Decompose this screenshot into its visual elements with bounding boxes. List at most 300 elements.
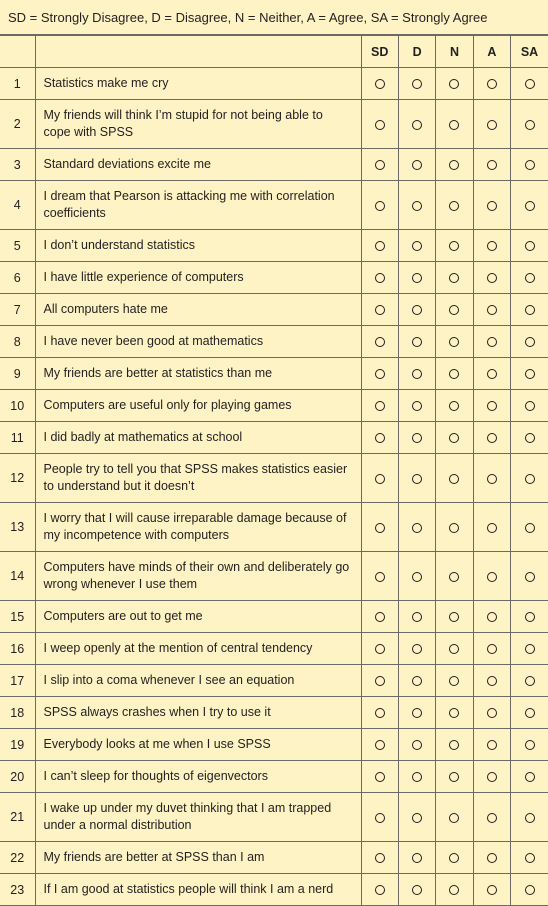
question-row bbox=[0, 633, 548, 665]
option-cell-sd[interactable] bbox=[361, 793, 398, 842]
radio-n[interactable] bbox=[449, 201, 459, 211]
option-cell-a[interactable] bbox=[473, 874, 510, 906]
option-cell-sd[interactable] bbox=[361, 842, 398, 874]
option-cell-sa[interactable] bbox=[511, 358, 548, 390]
radio-n[interactable] bbox=[449, 523, 459, 533]
radio-n[interactable] bbox=[449, 120, 459, 130]
radio-a[interactable] bbox=[487, 853, 497, 863]
radio-d[interactable] bbox=[412, 201, 422, 211]
option-cell-a[interactable] bbox=[473, 633, 510, 665]
option-cell-sa[interactable] bbox=[511, 552, 548, 601]
radio-sa[interactable] bbox=[525, 853, 535, 863]
option-cell-n[interactable] bbox=[436, 729, 473, 761]
radio-d[interactable] bbox=[412, 401, 422, 411]
number-header bbox=[0, 36, 35, 68]
question-text: My friends are better at SPSS than I am bbox=[35, 842, 361, 874]
radio-a[interactable] bbox=[487, 273, 497, 283]
question-row bbox=[0, 503, 548, 552]
option-cell-a[interactable] bbox=[473, 665, 510, 697]
radio-a[interactable] bbox=[487, 523, 497, 533]
question-number: 2 bbox=[0, 100, 35, 149]
option-cell-sd[interactable] bbox=[361, 697, 398, 729]
option-cell-n[interactable] bbox=[436, 761, 473, 793]
option-cell-sa[interactable] bbox=[511, 761, 548, 793]
radio-n[interactable] bbox=[449, 401, 459, 411]
radio-d[interactable] bbox=[412, 708, 422, 718]
radio-a[interactable] bbox=[487, 433, 497, 443]
radio-a[interactable] bbox=[487, 572, 497, 582]
option-cell-d[interactable] bbox=[398, 149, 435, 181]
option-cell-sd[interactable] bbox=[361, 68, 398, 100]
option-cell-n[interactable] bbox=[436, 697, 473, 729]
radio-n[interactable] bbox=[449, 305, 459, 315]
option-cell-n[interactable] bbox=[436, 326, 473, 358]
option-cell-a[interactable] bbox=[473, 149, 510, 181]
radio-n[interactable] bbox=[449, 740, 459, 750]
option-cell-d[interactable] bbox=[398, 181, 435, 230]
radio-sd[interactable] bbox=[375, 644, 385, 654]
option-cell-a[interactable] bbox=[473, 390, 510, 422]
radio-sa[interactable] bbox=[525, 120, 535, 130]
question-text: I can’t sleep for thoughts of eigenvectors bbox=[35, 761, 361, 793]
radio-a[interactable] bbox=[487, 401, 497, 411]
radio-sd[interactable] bbox=[375, 241, 385, 251]
radio-a[interactable] bbox=[487, 369, 497, 379]
option-cell-sd[interactable] bbox=[361, 100, 398, 149]
radio-n[interactable] bbox=[449, 369, 459, 379]
question-number: 4 bbox=[0, 181, 35, 230]
radio-a[interactable] bbox=[487, 201, 497, 211]
radio-a[interactable] bbox=[487, 305, 497, 315]
option-cell-n[interactable] bbox=[436, 422, 473, 454]
header-row bbox=[0, 36, 548, 68]
radio-a[interactable] bbox=[487, 772, 497, 782]
option-cell-d[interactable] bbox=[398, 874, 435, 906]
option-cell-sd[interactable] bbox=[361, 262, 398, 294]
option-cell-sd[interactable] bbox=[361, 326, 398, 358]
option-cell-sa[interactable] bbox=[511, 874, 548, 906]
radio-d[interactable] bbox=[412, 612, 422, 622]
option-cell-n[interactable] bbox=[436, 793, 473, 842]
radio-sd[interactable] bbox=[375, 572, 385, 582]
option-cell-d[interactable] bbox=[398, 793, 435, 842]
radio-a[interactable] bbox=[487, 241, 497, 251]
radio-d[interactable] bbox=[412, 740, 422, 750]
question-row bbox=[0, 552, 548, 601]
option-cell-a[interactable] bbox=[473, 842, 510, 874]
option-cell-d[interactable] bbox=[398, 230, 435, 262]
radio-sd[interactable] bbox=[375, 337, 385, 347]
option-cell-sa[interactable] bbox=[511, 262, 548, 294]
radio-a[interactable] bbox=[487, 885, 497, 895]
radio-n[interactable] bbox=[449, 612, 459, 622]
question-number: 13 bbox=[0, 503, 35, 552]
question-number: 23 bbox=[0, 874, 35, 906]
radio-sd[interactable] bbox=[375, 433, 385, 443]
option-cell-d[interactable] bbox=[398, 697, 435, 729]
radio-sd[interactable] bbox=[375, 305, 385, 315]
radio-a[interactable] bbox=[487, 120, 497, 130]
question-number: 12 bbox=[0, 454, 35, 503]
option-cell-n[interactable] bbox=[436, 358, 473, 390]
option-cell-a[interactable] bbox=[473, 503, 510, 552]
option-cell-sa[interactable] bbox=[511, 729, 548, 761]
option-cell-sd[interactable] bbox=[361, 454, 398, 503]
option-cell-a[interactable] bbox=[473, 294, 510, 326]
option-cell-n[interactable] bbox=[436, 181, 473, 230]
radio-sd[interactable] bbox=[375, 853, 385, 863]
question-text: I did badly at mathematics at school bbox=[35, 422, 361, 454]
option-cell-a[interactable] bbox=[473, 552, 510, 601]
question-row bbox=[0, 100, 548, 149]
radio-d[interactable] bbox=[412, 474, 422, 484]
option-cell-n[interactable] bbox=[436, 390, 473, 422]
option-cell-sa[interactable] bbox=[511, 503, 548, 552]
question-row bbox=[0, 294, 548, 326]
option-cell-sd[interactable] bbox=[361, 181, 398, 230]
question-number: 16 bbox=[0, 633, 35, 665]
option-cell-a[interactable] bbox=[473, 422, 510, 454]
question-text: People try to tell you that SPSS makes statistics easier to understand but it doesn’t bbox=[35, 454, 361, 503]
radio-d[interactable] bbox=[412, 160, 422, 170]
radio-n[interactable] bbox=[449, 708, 459, 718]
question-number: 11 bbox=[0, 422, 35, 454]
question-number: 17 bbox=[0, 665, 35, 697]
option-cell-sa[interactable] bbox=[511, 326, 548, 358]
option-cell-n[interactable] bbox=[436, 100, 473, 149]
scale-legend: SD = Strongly Disagree, D = Disagree, N = Neither, A = Agree, SA = Strongly Agree bbox=[0, 0, 548, 35]
radio-sa[interactable] bbox=[525, 885, 535, 895]
question-row bbox=[0, 181, 548, 230]
option-cell-sa[interactable] bbox=[511, 294, 548, 326]
radio-n[interactable] bbox=[449, 160, 459, 170]
question-row bbox=[0, 422, 548, 454]
radio-sd[interactable] bbox=[375, 740, 385, 750]
option-cell-a[interactable] bbox=[473, 601, 510, 633]
option-cell-sa[interactable] bbox=[511, 454, 548, 503]
question-number: 9 bbox=[0, 358, 35, 390]
question-text: Everybody looks at me when I use SPSS bbox=[35, 729, 361, 761]
option-cell-n[interactable] bbox=[436, 149, 473, 181]
radio-sd[interactable] bbox=[375, 401, 385, 411]
radio-sd[interactable] bbox=[375, 676, 385, 686]
option-cell-sd[interactable] bbox=[361, 552, 398, 601]
question-row bbox=[0, 390, 548, 422]
option-cell-sa[interactable] bbox=[511, 842, 548, 874]
question-text: If I am good at statistics people will think I am a nerd bbox=[35, 874, 361, 906]
radio-a[interactable] bbox=[487, 79, 497, 89]
question-text: Computers have minds of their own and deliberately go wrong whenever I use them bbox=[35, 552, 361, 601]
radio-d[interactable] bbox=[412, 241, 422, 251]
radio-sd[interactable] bbox=[375, 201, 385, 211]
radio-n[interactable] bbox=[449, 79, 459, 89]
column-header-d: D bbox=[398, 36, 435, 68]
option-cell-d[interactable] bbox=[398, 262, 435, 294]
radio-n[interactable] bbox=[449, 885, 459, 895]
radio-d[interactable] bbox=[412, 813, 422, 823]
option-cell-sd[interactable] bbox=[361, 729, 398, 761]
question-number: 1 bbox=[0, 68, 35, 100]
radio-sd[interactable] bbox=[375, 273, 385, 283]
option-cell-d[interactable] bbox=[398, 358, 435, 390]
questionnaire-table bbox=[0, 35, 548, 906]
option-cell-sd[interactable] bbox=[361, 358, 398, 390]
option-cell-sd[interactable] bbox=[361, 422, 398, 454]
radio-sa[interactable] bbox=[525, 644, 535, 654]
option-cell-a[interactable] bbox=[473, 793, 510, 842]
radio-sd[interactable] bbox=[375, 523, 385, 533]
question-row bbox=[0, 697, 548, 729]
radio-n[interactable] bbox=[449, 241, 459, 251]
column-header-n: N bbox=[436, 36, 473, 68]
question-row bbox=[0, 842, 548, 874]
question-text: Standard deviations excite me bbox=[35, 149, 361, 181]
question-text: Computers are useful only for playing games bbox=[35, 390, 361, 422]
radio-a[interactable] bbox=[487, 708, 497, 718]
radio-sa[interactable] bbox=[525, 708, 535, 718]
question-number: 7 bbox=[0, 294, 35, 326]
option-cell-d[interactable] bbox=[398, 552, 435, 601]
option-cell-sa[interactable] bbox=[511, 793, 548, 842]
radio-d[interactable] bbox=[412, 79, 422, 89]
option-cell-n[interactable] bbox=[436, 294, 473, 326]
radio-sa[interactable] bbox=[525, 305, 535, 315]
option-cell-a[interactable] bbox=[473, 100, 510, 149]
option-cell-d[interactable] bbox=[398, 68, 435, 100]
option-cell-d[interactable] bbox=[398, 761, 435, 793]
question-row bbox=[0, 454, 548, 503]
question-number: 22 bbox=[0, 842, 35, 874]
radio-sa[interactable] bbox=[525, 369, 535, 379]
radio-sa[interactable] bbox=[525, 572, 535, 582]
option-cell-n[interactable] bbox=[436, 230, 473, 262]
option-cell-sd[interactable] bbox=[361, 149, 398, 181]
radio-n[interactable] bbox=[449, 676, 459, 686]
option-cell-sd[interactable] bbox=[361, 503, 398, 552]
option-cell-d[interactable] bbox=[398, 601, 435, 633]
question-row bbox=[0, 793, 548, 842]
radio-sa[interactable] bbox=[525, 273, 535, 283]
option-cell-a[interactable] bbox=[473, 230, 510, 262]
question-text: Computers are out to get me bbox=[35, 601, 361, 633]
radio-sd[interactable] bbox=[375, 612, 385, 622]
option-cell-a[interactable] bbox=[473, 761, 510, 793]
radio-a[interactable] bbox=[487, 813, 497, 823]
question-text: I weep openly at the mention of central tendency bbox=[35, 633, 361, 665]
option-cell-a[interactable] bbox=[473, 181, 510, 230]
radio-d[interactable] bbox=[412, 120, 422, 130]
option-cell-n[interactable] bbox=[436, 874, 473, 906]
radio-n[interactable] bbox=[449, 337, 459, 347]
option-cell-sd[interactable] bbox=[361, 601, 398, 633]
radio-d[interactable] bbox=[412, 369, 422, 379]
option-cell-sd[interactable] bbox=[361, 230, 398, 262]
radio-d[interactable] bbox=[412, 305, 422, 315]
radio-sa[interactable] bbox=[525, 433, 535, 443]
option-cell-d[interactable] bbox=[398, 294, 435, 326]
radio-sd[interactable] bbox=[375, 474, 385, 484]
question-row bbox=[0, 358, 548, 390]
question-row bbox=[0, 68, 548, 100]
option-cell-sa[interactable] bbox=[511, 665, 548, 697]
option-cell-n[interactable] bbox=[436, 262, 473, 294]
question-row bbox=[0, 326, 548, 358]
question-text: All computers hate me bbox=[35, 294, 361, 326]
option-cell-n[interactable] bbox=[436, 842, 473, 874]
radio-n[interactable] bbox=[449, 433, 459, 443]
radio-sd[interactable] bbox=[375, 885, 385, 895]
radio-d[interactable] bbox=[412, 273, 422, 283]
option-cell-d[interactable] bbox=[398, 729, 435, 761]
radio-sa[interactable] bbox=[525, 201, 535, 211]
question-number: 8 bbox=[0, 326, 35, 358]
question-text: Statistics make me cry bbox=[35, 68, 361, 100]
question-row bbox=[0, 665, 548, 697]
option-cell-sa[interactable] bbox=[511, 697, 548, 729]
option-cell-sd[interactable] bbox=[361, 633, 398, 665]
column-header-a: A bbox=[473, 36, 510, 68]
radio-n[interactable] bbox=[449, 853, 459, 863]
radio-sa[interactable] bbox=[525, 612, 535, 622]
question-text: I worry that I will cause irreparable damage because of my incompetence with computers bbox=[35, 503, 361, 552]
option-cell-d[interactable] bbox=[398, 422, 435, 454]
radio-d[interactable] bbox=[412, 523, 422, 533]
radio-d[interactable] bbox=[412, 853, 422, 863]
option-cell-d[interactable] bbox=[398, 326, 435, 358]
question-header bbox=[35, 36, 361, 68]
column-header-sd: SD bbox=[361, 36, 398, 68]
option-cell-sa[interactable] bbox=[511, 100, 548, 149]
question-text: I have never been good at mathematics bbox=[35, 326, 361, 358]
option-cell-n[interactable] bbox=[436, 503, 473, 552]
option-cell-a[interactable] bbox=[473, 454, 510, 503]
radio-d[interactable] bbox=[412, 572, 422, 582]
radio-sd[interactable] bbox=[375, 79, 385, 89]
option-cell-a[interactable] bbox=[473, 697, 510, 729]
question-number: 10 bbox=[0, 390, 35, 422]
question-text: SPSS always crashes when I try to use it bbox=[35, 697, 361, 729]
radio-a[interactable] bbox=[487, 474, 497, 484]
radio-d[interactable] bbox=[412, 433, 422, 443]
option-cell-sa[interactable] bbox=[511, 601, 548, 633]
radio-sa[interactable] bbox=[525, 772, 535, 782]
question-number: 14 bbox=[0, 552, 35, 601]
question-number: 21 bbox=[0, 793, 35, 842]
option-cell-a[interactable] bbox=[473, 729, 510, 761]
question-text: I dream that Pearson is attacking me with correlation coefficients bbox=[35, 181, 361, 230]
option-cell-sa[interactable] bbox=[511, 390, 548, 422]
radio-sd[interactable] bbox=[375, 120, 385, 130]
question-text: I don’t understand statistics bbox=[35, 230, 361, 262]
option-cell-d[interactable] bbox=[398, 454, 435, 503]
radio-sa[interactable] bbox=[525, 740, 535, 750]
radio-sd[interactable] bbox=[375, 160, 385, 170]
option-cell-sd[interactable] bbox=[361, 874, 398, 906]
option-cell-d[interactable] bbox=[398, 503, 435, 552]
question-text: My friends will think I’m stupid for not being able to cope with SPSS bbox=[35, 100, 361, 149]
option-cell-d[interactable] bbox=[398, 842, 435, 874]
option-cell-a[interactable] bbox=[473, 358, 510, 390]
question-row bbox=[0, 230, 548, 262]
option-cell-sa[interactable] bbox=[511, 230, 548, 262]
radio-a[interactable] bbox=[487, 676, 497, 686]
radio-n[interactable] bbox=[449, 772, 459, 782]
option-cell-n[interactable] bbox=[436, 454, 473, 503]
radio-a[interactable] bbox=[487, 160, 497, 170]
question-number: 18 bbox=[0, 697, 35, 729]
option-cell-sd[interactable] bbox=[361, 665, 398, 697]
question-row bbox=[0, 149, 548, 181]
radio-sd[interactable] bbox=[375, 813, 385, 823]
question-number: 5 bbox=[0, 230, 35, 262]
radio-sd[interactable] bbox=[375, 369, 385, 379]
option-cell-d[interactable] bbox=[398, 100, 435, 149]
option-cell-sa[interactable] bbox=[511, 68, 548, 100]
radio-a[interactable] bbox=[487, 740, 497, 750]
radio-sa[interactable] bbox=[525, 160, 535, 170]
option-cell-sa[interactable] bbox=[511, 149, 548, 181]
option-cell-n[interactable] bbox=[436, 552, 473, 601]
option-cell-n[interactable] bbox=[436, 665, 473, 697]
option-cell-sd[interactable] bbox=[361, 294, 398, 326]
radio-a[interactable] bbox=[487, 337, 497, 347]
radio-d[interactable] bbox=[412, 337, 422, 347]
radio-a[interactable] bbox=[487, 612, 497, 622]
radio-d[interactable] bbox=[412, 772, 422, 782]
radio-n[interactable] bbox=[449, 572, 459, 582]
radio-n[interactable] bbox=[449, 644, 459, 654]
radio-sa[interactable] bbox=[525, 79, 535, 89]
radio-d[interactable] bbox=[412, 676, 422, 686]
option-cell-sd[interactable] bbox=[361, 761, 398, 793]
question-number: 3 bbox=[0, 149, 35, 181]
radio-n[interactable] bbox=[449, 273, 459, 283]
option-cell-n[interactable] bbox=[436, 633, 473, 665]
option-cell-d[interactable] bbox=[398, 390, 435, 422]
radio-d[interactable] bbox=[412, 885, 422, 895]
radio-sa[interactable] bbox=[525, 676, 535, 686]
radio-a[interactable] bbox=[487, 644, 497, 654]
option-cell-sa[interactable] bbox=[511, 422, 548, 454]
radio-sd[interactable] bbox=[375, 772, 385, 782]
radio-n[interactable] bbox=[449, 474, 459, 484]
radio-sd[interactable] bbox=[375, 708, 385, 718]
radio-sa[interactable] bbox=[525, 401, 535, 411]
option-cell-a[interactable] bbox=[473, 262, 510, 294]
question-row bbox=[0, 601, 548, 633]
radio-sa[interactable] bbox=[525, 241, 535, 251]
option-cell-d[interactable] bbox=[398, 633, 435, 665]
radio-sa[interactable] bbox=[525, 337, 535, 347]
option-cell-a[interactable] bbox=[473, 68, 510, 100]
option-cell-a[interactable] bbox=[473, 326, 510, 358]
radio-sa[interactable] bbox=[525, 813, 535, 823]
option-cell-sd[interactable] bbox=[361, 390, 398, 422]
option-cell-sa[interactable] bbox=[511, 633, 548, 665]
radio-sa[interactable] bbox=[525, 474, 535, 484]
question-number: 19 bbox=[0, 729, 35, 761]
radio-sa[interactable] bbox=[525, 523, 535, 533]
option-cell-sa[interactable] bbox=[511, 181, 548, 230]
radio-d[interactable] bbox=[412, 644, 422, 654]
question-row bbox=[0, 874, 548, 906]
radio-n[interactable] bbox=[449, 813, 459, 823]
option-cell-d[interactable] bbox=[398, 665, 435, 697]
option-cell-n[interactable] bbox=[436, 601, 473, 633]
question-row bbox=[0, 262, 548, 294]
option-cell-n[interactable] bbox=[436, 68, 473, 100]
question-row bbox=[0, 729, 548, 761]
